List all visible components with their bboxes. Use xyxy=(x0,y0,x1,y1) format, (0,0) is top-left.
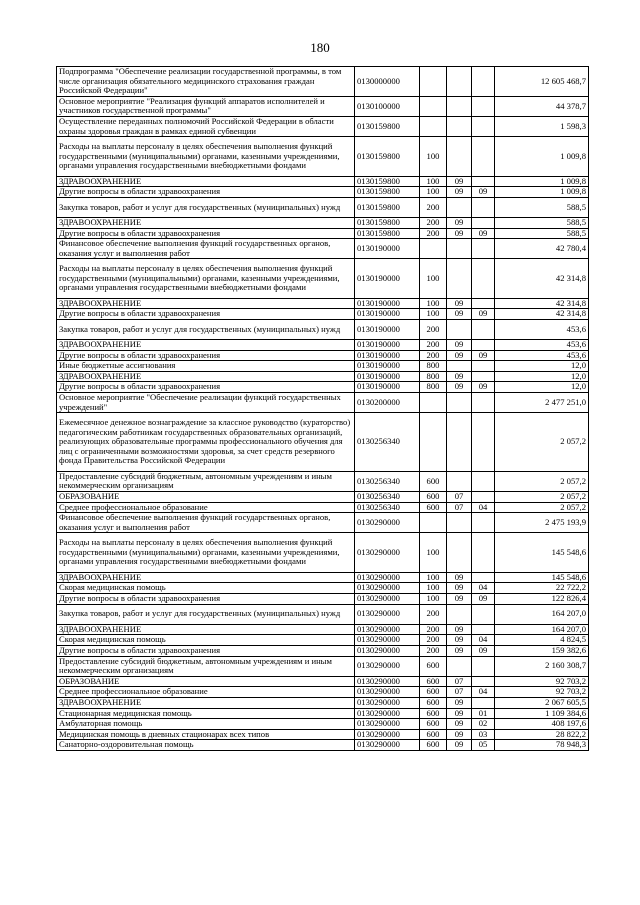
row-sum-cell: 2 475 193,9 xyxy=(495,513,589,533)
table-row xyxy=(57,583,589,594)
row-expense-type-cell xyxy=(420,96,447,116)
row-name-cell: ЗДРАВООХРАНЕНИЕ xyxy=(57,176,355,187)
row-expense-type-cell: 100 xyxy=(420,137,447,176)
row-sum-cell: 145 548,6 xyxy=(495,572,589,583)
row-subsection-cell xyxy=(472,176,495,187)
row-section-cell xyxy=(447,656,472,676)
row-subsection-cell: 09 xyxy=(472,593,495,604)
row-code-cell: 0130159800 xyxy=(355,187,420,198)
row-code-cell: 0130159800 xyxy=(355,137,420,176)
row-expense-type-cell: 200 xyxy=(420,645,447,656)
row-sum-cell: 453,6 xyxy=(495,340,589,351)
table-row xyxy=(57,697,589,708)
row-expense-type-cell: 200 xyxy=(420,635,447,646)
row-subsection-cell xyxy=(472,676,495,687)
row-name-cell: Финансовое обеспечение выполнения функций государственных органов, оказания услуг и выполнения работ xyxy=(57,239,355,259)
row-name-cell: Ежемесячное денежное вознаграждение за классное руководство (кураторство) педагогическим работникам государственных образовательных организаций, реализующих образовательные программы профессионального обучения для лиц с ограниченными возможностями здоровья, за счет средств резервного фонда Правительства Российской Федерации xyxy=(57,413,355,472)
row-expense-type-cell: 100 xyxy=(420,309,447,320)
row-section-cell: 09 xyxy=(447,371,472,382)
table-row xyxy=(57,319,589,339)
row-code-cell: 0130190000 xyxy=(355,239,420,259)
row-subsection-cell xyxy=(472,319,495,339)
row-expense-type-cell: 200 xyxy=(420,604,447,624)
row-sum-cell: 453,6 xyxy=(495,319,589,339)
row-code-cell: 0130190000 xyxy=(355,309,420,320)
row-sum-cell: 12 605 468,7 xyxy=(495,67,589,97)
row-name-cell: Основное мероприятие "Обеспечение реализации функций государственных учреждений" xyxy=(57,393,355,413)
row-name-cell: Санаторно-оздоровительная помощь xyxy=(57,740,355,751)
row-code-cell: 0130159800 xyxy=(355,228,420,239)
row-name-cell: Другие вопросы в области здравоохранения xyxy=(57,350,355,361)
row-sum-cell: 12,0 xyxy=(495,371,589,382)
row-sum-cell: 408 197,6 xyxy=(495,719,589,730)
table-row xyxy=(57,471,589,491)
row-code-cell: 0130290000 xyxy=(355,697,420,708)
row-subsection-cell: 01 xyxy=(472,708,495,719)
row-section-cell: 09 xyxy=(447,593,472,604)
row-section-cell xyxy=(447,259,472,298)
row-subsection-cell: 04 xyxy=(472,687,495,698)
row-sum-cell: 1 009,8 xyxy=(495,187,589,198)
row-section-cell xyxy=(447,67,472,97)
row-section-cell: 09 xyxy=(447,740,472,751)
row-section-cell xyxy=(447,96,472,116)
row-section-cell: 09 xyxy=(447,382,472,393)
row-section-cell: 09 xyxy=(447,176,472,187)
row-expense-type-cell: 600 xyxy=(420,708,447,719)
row-expense-type-cell: 600 xyxy=(420,502,447,513)
row-sum-cell: 44 378,7 xyxy=(495,96,589,116)
row-sum-cell: 42 314,8 xyxy=(495,298,589,309)
row-code-cell: 0130159800 xyxy=(355,116,420,136)
table-row xyxy=(57,676,589,687)
table-row xyxy=(57,393,589,413)
row-name-cell: ЗДРАВООХРАНЕНИЕ xyxy=(57,217,355,228)
row-subsection-cell: 03 xyxy=(472,729,495,740)
row-subsection-cell: 02 xyxy=(472,719,495,730)
table-row xyxy=(57,687,589,698)
row-subsection-cell xyxy=(472,371,495,382)
row-subsection-cell xyxy=(472,413,495,472)
row-code-cell: 0130190000 xyxy=(355,259,420,298)
row-name-cell: Другие вопросы в области здравоохранения xyxy=(57,187,355,198)
table-row xyxy=(57,492,589,503)
row-name-cell: Основное мероприятие "Реализация функций аппаратов исполнителей и участников государственной программы" xyxy=(57,96,355,116)
row-code-cell: 0130100000 xyxy=(355,96,420,116)
row-section-cell: 09 xyxy=(447,572,472,583)
table-row xyxy=(57,708,589,719)
row-expense-type-cell: 100 xyxy=(420,572,447,583)
row-sum-cell: 12,0 xyxy=(495,361,589,372)
row-section-cell: 09 xyxy=(447,697,472,708)
row-name-cell: ЗДРАВООХРАНЕНИЕ xyxy=(57,624,355,635)
row-expense-type-cell: 200 xyxy=(420,340,447,351)
row-name-cell: Закупка товаров, работ и услуг для государственных (муниципальных) нужд xyxy=(57,604,355,624)
row-subsection-cell: 09 xyxy=(472,187,495,198)
table-row xyxy=(57,228,589,239)
row-name-cell: Предоставление субсидий бюджетным, автономным учреждениям и иным некоммерческим организациям xyxy=(57,471,355,491)
table-row xyxy=(57,513,589,533)
table-row xyxy=(57,217,589,228)
row-code-cell: 0130290000 xyxy=(355,635,420,646)
row-subsection-cell xyxy=(472,361,495,372)
table-row xyxy=(57,361,589,372)
row-expense-type-cell: 100 xyxy=(420,187,447,198)
table-row xyxy=(57,350,589,361)
row-code-cell: 0130290000 xyxy=(355,593,420,604)
row-section-cell: 07 xyxy=(447,502,472,513)
row-code-cell: 0130290000 xyxy=(355,708,420,719)
row-subsection-cell xyxy=(472,572,495,583)
row-code-cell: 0130290000 xyxy=(355,729,420,740)
table-row xyxy=(57,413,589,472)
table-row xyxy=(57,239,589,259)
row-code-cell: 0130290000 xyxy=(355,604,420,624)
row-sum-cell: 2 057,2 xyxy=(495,502,589,513)
row-expense-type-cell: 600 xyxy=(420,729,447,740)
row-name-cell: Осуществление переданных полномочий Российской Федерации в области охраны здоровья граждан в рамках единой субвенции xyxy=(57,116,355,136)
row-name-cell: Предоставление субсидий бюджетным, автономным учреждениям и иным некоммерческим организациям xyxy=(57,656,355,676)
row-subsection-cell: 09 xyxy=(472,309,495,320)
row-section-cell: 07 xyxy=(447,492,472,503)
table-row xyxy=(57,371,589,382)
row-code-cell: 0130256340 xyxy=(355,471,420,491)
row-subsection-cell xyxy=(472,298,495,309)
row-section-cell xyxy=(447,533,472,572)
row-section-cell: 07 xyxy=(447,676,472,687)
table-row xyxy=(57,502,589,513)
table-row xyxy=(57,719,589,730)
row-subsection-cell: 04 xyxy=(472,502,495,513)
row-subsection-cell: 04 xyxy=(472,635,495,646)
row-name-cell: ЗДРАВООХРАНЕНИЕ xyxy=(57,298,355,309)
row-name-cell: Среднее профессиональное образование xyxy=(57,687,355,698)
row-section-cell xyxy=(447,413,472,472)
table-row xyxy=(57,624,589,635)
row-subsection-cell: 09 xyxy=(472,350,495,361)
row-expense-type-cell: 100 xyxy=(420,583,447,594)
row-sum-cell: 159 382,6 xyxy=(495,645,589,656)
row-code-cell: 0130190000 xyxy=(355,319,420,339)
row-code-cell: 0130190000 xyxy=(355,371,420,382)
row-sum-cell: 145 548,6 xyxy=(495,533,589,572)
row-sum-cell: 588,5 xyxy=(495,217,589,228)
row-sum-cell: 78 948,3 xyxy=(495,740,589,751)
row-code-cell: 0130256340 xyxy=(355,413,420,472)
table-row xyxy=(57,176,589,187)
row-code-cell: 0130290000 xyxy=(355,656,420,676)
row-sum-cell: 164 207,0 xyxy=(495,624,589,635)
row-name-cell: Амбулаторная помощь xyxy=(57,719,355,730)
row-name-cell: ЗДРАВООХРАНЕНИЕ xyxy=(57,340,355,351)
table-row xyxy=(57,740,589,751)
row-code-cell: 0130000000 xyxy=(355,67,420,97)
row-expense-type-cell xyxy=(420,239,447,259)
row-section-cell: 09 xyxy=(447,298,472,309)
row-name-cell: Другие вопросы в области здравоохранения xyxy=(57,593,355,604)
row-code-cell: 0130190000 xyxy=(355,382,420,393)
row-subsection-cell xyxy=(472,197,495,217)
row-name-cell: Расходы на выплаты персоналу в целях обеспечения выполнения функций государственными (муниципальными) органами, казенными учреждениями, органами управления государственными внебюджетными фондами xyxy=(57,533,355,572)
row-name-cell: Расходы на выплаты персоналу в целях обеспечения выполнения функций государственными (муниципальными) органами, казенными учреждениями, органами управления государственными внебюджетными фондами xyxy=(57,137,355,176)
row-expense-type-cell: 600 xyxy=(420,471,447,491)
row-expense-type-cell xyxy=(420,413,447,472)
row-section-cell xyxy=(447,137,472,176)
row-sum-cell: 122 826,4 xyxy=(495,593,589,604)
row-expense-type-cell: 200 xyxy=(420,624,447,635)
row-expense-type-cell: 600 xyxy=(420,719,447,730)
row-name-cell: ОБРАЗОВАНИЕ xyxy=(57,676,355,687)
budget-table-body xyxy=(57,67,589,751)
row-section-cell: 09 xyxy=(447,309,472,320)
row-expense-type-cell xyxy=(420,393,447,413)
row-name-cell: Другие вопросы в области здравоохранения xyxy=(57,382,355,393)
table-row xyxy=(57,729,589,740)
row-code-cell: 0130256340 xyxy=(355,502,420,513)
row-code-cell: 0130290000 xyxy=(355,624,420,635)
table-row xyxy=(57,298,589,309)
page-number: 180 xyxy=(310,40,330,55)
row-section-cell: 09 xyxy=(447,719,472,730)
row-sum-cell: 1 109 384,6 xyxy=(495,708,589,719)
row-sum-cell: 1 009,8 xyxy=(495,176,589,187)
row-name-cell: Другие вопросы в области здравоохранения xyxy=(57,309,355,320)
row-sum-cell: 588,5 xyxy=(495,197,589,217)
table-row xyxy=(57,309,589,320)
row-subsection-cell xyxy=(472,67,495,97)
row-subsection-cell: 09 xyxy=(472,382,495,393)
row-expense-type-cell: 100 xyxy=(420,259,447,298)
row-subsection-cell xyxy=(472,656,495,676)
row-subsection-cell xyxy=(472,697,495,708)
row-code-cell: 0130290000 xyxy=(355,645,420,656)
row-name-cell: Расходы на выплаты персоналу в целях обеспечения выполнения функций государственными (муниципальными) органами, казенными учреждениями, органами управления государственными внебюджетными фондами xyxy=(57,259,355,298)
row-sum-cell: 453,6 xyxy=(495,350,589,361)
row-code-cell: 0130190000 xyxy=(355,350,420,361)
row-name-cell: Скорая медицинская помощь xyxy=(57,583,355,594)
table-row xyxy=(57,533,589,572)
row-code-cell: 0130290000 xyxy=(355,533,420,572)
row-expense-type-cell: 200 xyxy=(420,350,447,361)
row-code-cell: 0130159800 xyxy=(355,197,420,217)
row-name-cell: Закупка товаров, работ и услуг для государственных (муниципальных) нужд xyxy=(57,197,355,217)
row-name-cell: Другие вопросы в области здравоохранения xyxy=(57,228,355,239)
row-code-cell: 0130200000 xyxy=(355,393,420,413)
row-section-cell: 07 xyxy=(447,687,472,698)
row-sum-cell: 164 207,0 xyxy=(495,604,589,624)
row-name-cell: Скорая медицинская помощь xyxy=(57,635,355,646)
row-name-cell: Среднее профессиональное образование xyxy=(57,502,355,513)
row-subsection-cell xyxy=(472,217,495,228)
row-code-cell: 0130290000 xyxy=(355,687,420,698)
table-row xyxy=(57,137,589,176)
row-name-cell: Подпрограмма "Обеспечение реализации государственной программы, в том числе организация обязательного медицинского страхования граждан Российской Федерации" xyxy=(57,67,355,97)
row-expense-type-cell: 800 xyxy=(420,382,447,393)
row-code-cell: 0130190000 xyxy=(355,298,420,309)
row-section-cell xyxy=(447,393,472,413)
row-name-cell: Другие вопросы в области здравоохранения xyxy=(57,645,355,656)
row-subsection-cell xyxy=(472,96,495,116)
row-sum-cell: 2 477 251,0 xyxy=(495,393,589,413)
row-sum-cell: 2 160 308,7 xyxy=(495,656,589,676)
row-sum-cell: 42 314,8 xyxy=(495,259,589,298)
row-name-cell: Финансовое обеспечение выполнения функций государственных органов, оказания услуг и выполнения работ xyxy=(57,513,355,533)
row-expense-type-cell: 100 xyxy=(420,593,447,604)
row-subsection-cell: 09 xyxy=(472,228,495,239)
row-sum-cell: 42 780,4 xyxy=(495,239,589,259)
row-section-cell: 09 xyxy=(447,228,472,239)
row-expense-type-cell: 600 xyxy=(420,656,447,676)
table-row xyxy=(57,604,589,624)
row-expense-type-cell: 100 xyxy=(420,533,447,572)
row-subsection-cell: 05 xyxy=(472,740,495,751)
row-sum-cell: 28 822,2 xyxy=(495,729,589,740)
row-subsection-cell xyxy=(472,492,495,503)
row-sum-cell: 2 057,2 xyxy=(495,413,589,472)
row-code-cell: 0130256340 xyxy=(355,492,420,503)
row-expense-type-cell: 200 xyxy=(420,217,447,228)
row-expense-type-cell: 200 xyxy=(420,228,447,239)
row-subsection-cell xyxy=(472,137,495,176)
row-subsection-cell xyxy=(472,513,495,533)
row-expense-type-cell: 800 xyxy=(420,361,447,372)
table-row xyxy=(57,187,589,198)
row-expense-type-cell: 100 xyxy=(420,176,447,187)
row-name-cell: Иные бюджетные ассигнования xyxy=(57,361,355,372)
row-code-cell: 0130290000 xyxy=(355,583,420,594)
row-code-cell: 0130290000 xyxy=(355,740,420,751)
row-section-cell xyxy=(447,604,472,624)
row-section-cell xyxy=(447,116,472,136)
row-section-cell: 09 xyxy=(447,645,472,656)
table-row xyxy=(57,197,589,217)
row-section-cell xyxy=(447,197,472,217)
row-code-cell: 0130290000 xyxy=(355,572,420,583)
row-code-cell: 0130159800 xyxy=(355,176,420,187)
row-expense-type-cell xyxy=(420,513,447,533)
row-section-cell: 09 xyxy=(447,217,472,228)
row-expense-type-cell xyxy=(420,67,447,97)
row-subsection-cell xyxy=(472,393,495,413)
row-name-cell: Закупка товаров, работ и услуг для государственных (муниципальных) нужд xyxy=(57,319,355,339)
row-name-cell: ОБРАЗОВАНИЕ xyxy=(57,492,355,503)
row-expense-type-cell: 600 xyxy=(420,697,447,708)
row-sum-cell: 12,0 xyxy=(495,382,589,393)
row-section-cell: 09 xyxy=(447,187,472,198)
row-section-cell: 09 xyxy=(447,729,472,740)
row-subsection-cell: 04 xyxy=(472,583,495,594)
row-section-cell: 09 xyxy=(447,708,472,719)
row-subsection-cell xyxy=(472,624,495,635)
row-sum-cell: 1 598,3 xyxy=(495,116,589,136)
table-row xyxy=(57,116,589,136)
row-expense-type-cell: 800 xyxy=(420,371,447,382)
row-expense-type-cell xyxy=(420,116,447,136)
row-expense-type-cell: 600 xyxy=(420,492,447,503)
row-expense-type-cell: 600 xyxy=(420,687,447,698)
row-sum-cell: 588,5 xyxy=(495,228,589,239)
row-name-cell: ЗДРАВООХРАНЕНИЕ xyxy=(57,697,355,708)
row-expense-type-cell: 600 xyxy=(420,676,447,687)
row-subsection-cell xyxy=(472,116,495,136)
row-name-cell: ЗДРАВООХРАНЕНИЕ xyxy=(57,572,355,583)
row-sum-cell: 92 703,2 xyxy=(495,687,589,698)
row-name-cell: Медицинская помощь в дневных стационарах всех типов xyxy=(57,729,355,740)
row-subsection-cell xyxy=(472,604,495,624)
table-row xyxy=(57,572,589,583)
row-section-cell: 09 xyxy=(447,350,472,361)
table-row xyxy=(57,259,589,298)
row-name-cell: ЗДРАВООХРАНЕНИЕ xyxy=(57,371,355,382)
row-code-cell: 0130190000 xyxy=(355,361,420,372)
row-sum-cell: 2 067 605,5 xyxy=(495,697,589,708)
row-sum-cell: 22 722,2 xyxy=(495,583,589,594)
row-section-cell xyxy=(447,361,472,372)
row-section-cell xyxy=(447,319,472,339)
row-sum-cell: 1 009,8 xyxy=(495,137,589,176)
row-sum-cell: 2 057,2 xyxy=(495,471,589,491)
row-sum-cell: 2 057,2 xyxy=(495,492,589,503)
row-subsection-cell: 09 xyxy=(472,645,495,656)
row-code-cell: 0130190000 xyxy=(355,340,420,351)
row-expense-type-cell: 200 xyxy=(420,319,447,339)
row-expense-type-cell: 100 xyxy=(420,298,447,309)
row-subsection-cell xyxy=(472,471,495,491)
row-section-cell xyxy=(447,513,472,533)
table-row xyxy=(57,340,589,351)
budget-table xyxy=(56,66,589,751)
row-section-cell xyxy=(447,471,472,491)
row-name-cell: Стационарная медицинская помощь xyxy=(57,708,355,719)
row-expense-type-cell: 600 xyxy=(420,740,447,751)
row-section-cell xyxy=(447,239,472,259)
row-section-cell: 09 xyxy=(447,583,472,594)
row-subsection-cell xyxy=(472,239,495,259)
table-row xyxy=(57,593,589,604)
row-code-cell: 0130290000 xyxy=(355,676,420,687)
table-row xyxy=(57,67,589,97)
row-sum-cell: 92 703,2 xyxy=(495,676,589,687)
row-code-cell: 0130290000 xyxy=(355,513,420,533)
row-section-cell: 09 xyxy=(447,635,472,646)
row-expense-type-cell: 200 xyxy=(420,197,447,217)
table-row xyxy=(57,96,589,116)
row-section-cell: 09 xyxy=(447,340,472,351)
table-row xyxy=(57,656,589,676)
row-sum-cell: 42 314,8 xyxy=(495,309,589,320)
row-code-cell: 0130159800 xyxy=(355,217,420,228)
table-row xyxy=(57,382,589,393)
row-subsection-cell xyxy=(472,340,495,351)
row-code-cell: 0130290000 xyxy=(355,719,420,730)
row-sum-cell: 4 824,5 xyxy=(495,635,589,646)
row-subsection-cell xyxy=(472,533,495,572)
table-row xyxy=(57,645,589,656)
row-section-cell: 09 xyxy=(447,624,472,635)
row-subsection-cell xyxy=(472,259,495,298)
table-row xyxy=(57,635,589,646)
